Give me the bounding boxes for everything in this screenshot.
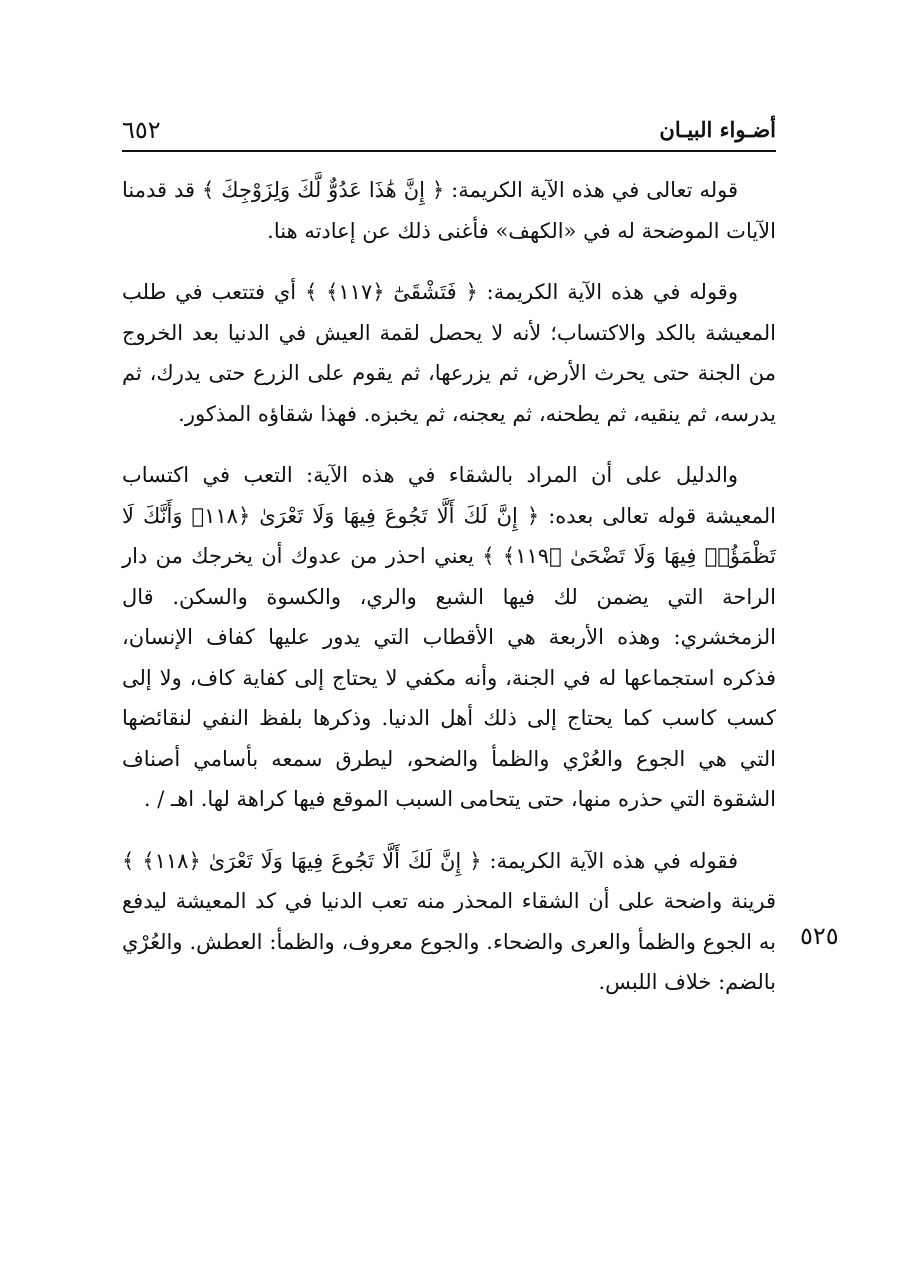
paragraph-3 [122,455,776,820]
running-title: أضـواء البيـان [659,117,776,142]
paragraph-1 [122,170,776,251]
page-number: ٦٥٢ [122,116,161,144]
margin-page-number: ٥٢٥ [800,922,839,950]
header-divider [122,150,776,152]
paragraph-text: فقوله في هذه الآية الكريمة: ﴿ إِنَّ لَكَ أَلَّا تَجُوعَ فِيهَا وَلَا تَعْرَىٰ ﴿١١٨﴾ ﴾ قرينة واضحة على أن الشقاء المحذر منه تعب الدنيا في كد المعيشة ليدفع به الجوع والظمأ والعرى والضحاء. والجوع معروف، والظمأ: العطش. والعُرْي بالضم: خلاف اللبس. [122,848,776,994]
page-header [122,112,776,148]
paragraph-2 [122,272,776,434]
paragraph-text: وقوله في هذه الآية الكريمة: ﴿ فَتَشْقَىٰٓ ﴿١١٧﴾ ﴾ أي فتتعب في طلب المعيشة بالكد والاكتساب؛ لأنه لا يحصل لقمة العيش في الدنيا بعد الخروج من الجنة حتى يحرث الأرض، ثم يزرعها، ثم يقوم على الزرع حتى يدرك، ثم يدرسه، ثم ينقيه، ثم يطحنه، ثم يعجنه، ثم يخبزه. فهذا شقاؤه المذكور. [122,280,776,426]
paragraph-text: قوله تعالى في هذه الآية الكريمة: ﴿ إِنَّ هَٰذَا عَدُوٌّ لَّكَ وَلِزَوْجِكَ ﴾ قد قدمنا الآيات الموضحة له في «الكهف» فأغنى ذلك عن إعادته هنا. [122,178,776,243]
body-text [122,170,776,1024]
paragraph-4 [122,841,776,1003]
paragraph-text: والدليل على أن المراد بالشقاء في هذه الآية: التعب في اكتساب المعيشة قوله تعالى بعده: ﴿ إِنَّ لَكَ أَلَّا تَجُوعَ فِيهَا وَلَا تَعْرَىٰ ﴿١١٨﴾ وَأَنَّكَ لَا تَظْمَؤُا۟ فِيهَا وَلَا تَضْحَىٰ ﴿١١٩﴾ ﴾ يعني احذر من عدوك أن يخرجك من دار الراحة التي يضمن لك فيها الشبع والري، والكسوة والسكن. قال الزمخشري: وهذه الأربعة هي الأقطاب التي يدور عليها كفاف الإنسان، فذكره استجماعها له في الجنة، وأنه مكفي لا يحتاج إلى كفاية كاف، ولا إلى كسب كاسب كما يحتاج إلى ذلك أهل الدنيا. وذكرها بلفظ النفي لنقائضها التي هي الجوع والعُرْي والظمأ والضحو، ليطرق سمعه بأسامي أصناف الشقوة التي حذره منها، حتى يتحامى السبب الموقع فيها كراهة لها. اهـ / . [122,463,776,811]
